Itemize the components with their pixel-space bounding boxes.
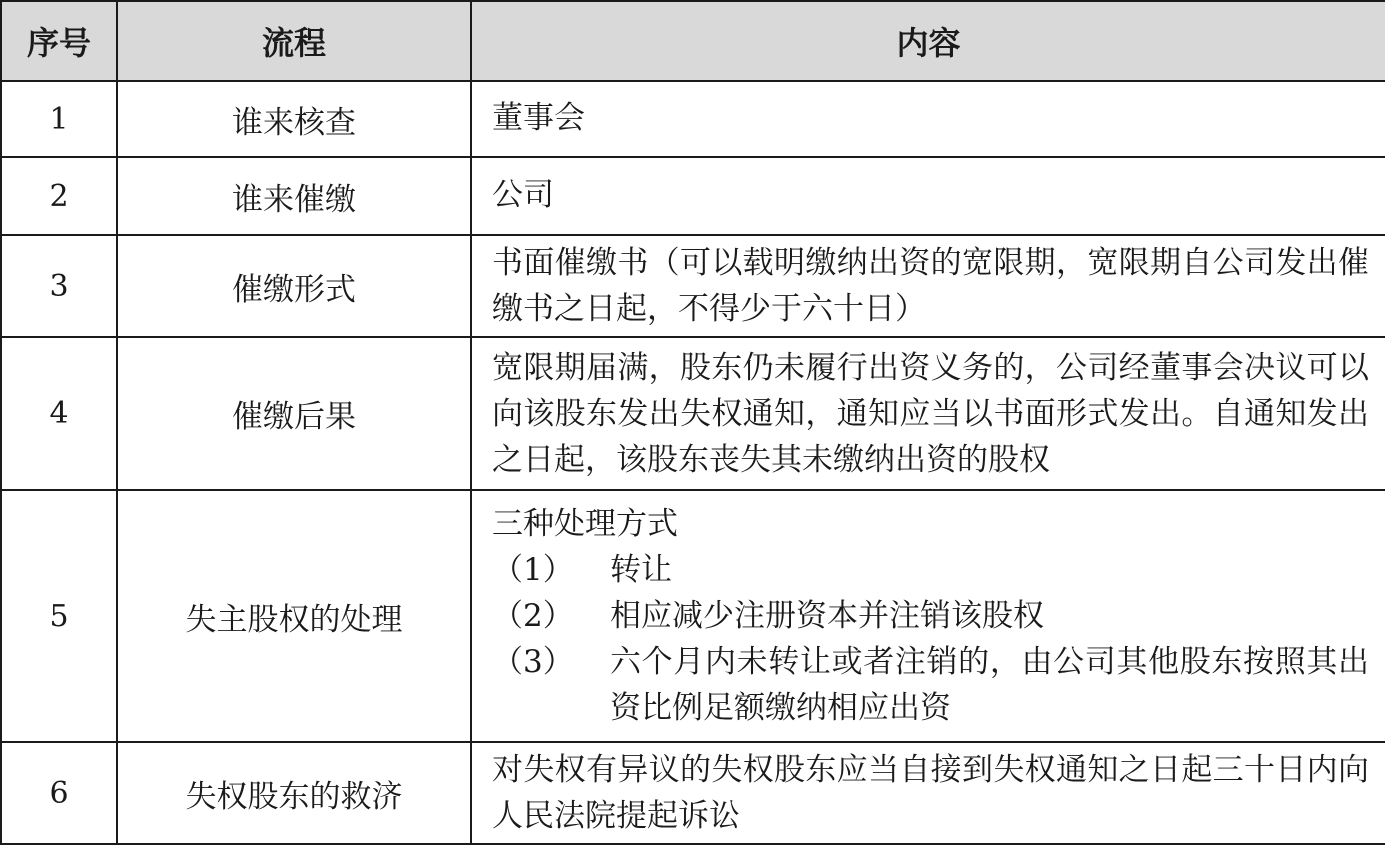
table-row: [1, 235, 1385, 337]
row-process: 失权股东的救济: [117, 742, 471, 844]
row-content: [471, 490, 1385, 742]
row-process: 催缴形式: [117, 235, 471, 337]
row-index: 5: [1, 490, 117, 742]
content-intro: 三种处理方式: [492, 506, 678, 542]
list-item: [492, 593, 1369, 639]
row-index: 1: [1, 81, 117, 157]
row-process: 失主股权的处理: [117, 490, 471, 742]
table-row: [1, 337, 1385, 490]
table-row: [1, 157, 1385, 235]
header-process: 流程: [117, 1, 471, 81]
row-index: 4: [1, 337, 117, 490]
list-item: [492, 547, 1369, 593]
table-row: [1, 81, 1385, 157]
table-row: [1, 742, 1385, 844]
list-item: [492, 639, 1369, 731]
row-index: 6: [1, 742, 117, 844]
list-item-text: 相应减少注册资本并注销该股权: [610, 598, 1044, 634]
row-content: 对失权有异议的失权股东应当自接到失权通知之日起三十日内向人民法院提起诉讼: [471, 742, 1385, 844]
row-process: 催缴后果: [117, 337, 471, 490]
list-item-text: 六个月内未转让或者注销的，由公司其他股东按照其出资比例足额缴纳相应出资: [610, 644, 1369, 726]
row-process: 谁来核查: [117, 81, 471, 157]
row-index: 3: [1, 235, 117, 337]
header-index: 序号: [1, 1, 117, 81]
row-content: 公司: [471, 157, 1385, 235]
list-item-number: （1）: [492, 552, 574, 588]
header-content: 内容: [471, 1, 1385, 81]
list-item-number: （3）: [492, 644, 574, 680]
row-content: 董事会: [471, 81, 1385, 157]
row-content: 书面催缴书（可以载明缴纳出资的宽限期，宽限期自公司发出催缴书之日起，不得少于六十日）: [471, 235, 1385, 337]
table-header-row: [1, 1, 1385, 81]
list-item-number: （2）: [492, 598, 574, 634]
row-index: 2: [1, 157, 117, 235]
row-process: 谁来催缴: [117, 157, 471, 235]
list-item-text: 转让: [610, 552, 672, 588]
table-row: [1, 490, 1385, 742]
row-content: 宽限期届满，股东仍未履行出资义务的，公司经董事会决议可以向该股东发出失权通知，通知应当以书面形式发出。自通知发出之日起，该股东丧失其未缴纳出资的股权: [471, 337, 1385, 490]
